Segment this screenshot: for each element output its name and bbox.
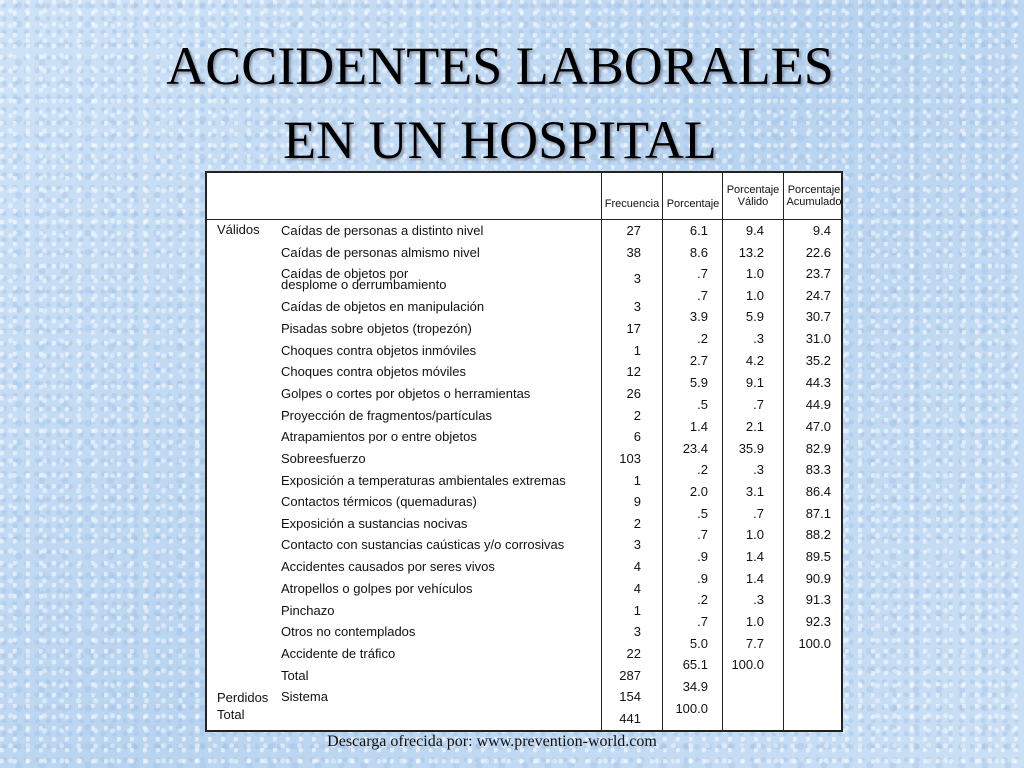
cell-porcentaje-valido: 1.0 — [745, 527, 764, 542]
cell-frecuencia: 26 — [626, 386, 641, 401]
row-label: Accidentes causados por seres vivos — [281, 559, 495, 574]
row-label: Caídas de personas a distinto nivel — [281, 223, 484, 238]
cell-porcentaje-acumulado: 44.9 — [805, 397, 831, 412]
row-label: Total — [281, 668, 309, 683]
row-label: desplome o derrumbamiento — [281, 277, 447, 292]
cell-porcentaje: 8.6 — [689, 245, 708, 260]
cell-porcentaje-valido: 4.2 — [745, 353, 764, 368]
row-label: Choques contra objetos inmóviles — [281, 343, 477, 358]
row-label: Contacto con sustancias caústicas y/o corrosivas — [281, 537, 565, 552]
row-label: Contactos térmicos (quemaduras) — [281, 494, 477, 509]
cell-porcentaje: .7 — [697, 288, 708, 303]
header-line: Acumulado — [786, 196, 842, 208]
cell-porcentaje: .9 — [697, 571, 708, 586]
row-label: Otros no contemplados — [281, 624, 416, 639]
cell-porcentaje: 34.9 — [682, 679, 708, 694]
cell-porcentaje: .9 — [697, 549, 708, 564]
cell-porcentaje-valido: .3 — [753, 592, 764, 607]
header-line: Válido — [737, 196, 769, 208]
header-line: Porcentaje — [726, 184, 780, 196]
cell-porcentaje-valido: 9.4 — [745, 223, 764, 238]
cell-porcentaje-acumulado: 90.9 — [805, 571, 831, 586]
cell-frecuencia: 27 — [626, 223, 641, 238]
cell-porcentaje-valido: 1.4 — [745, 549, 764, 564]
cell-frecuencia: 154 — [619, 689, 641, 704]
cell-frecuencia: 1 — [633, 603, 641, 618]
row-label: Sistema — [281, 689, 328, 704]
column-divider — [783, 173, 784, 730]
cell-porcentaje-acumulado: 31.0 — [805, 331, 831, 346]
row-label: Caídas de personas almismo nivel — [281, 245, 480, 260]
cell-porcentaje-acumulado: 91.3 — [805, 592, 831, 607]
cell-porcentaje-acumulado: 30.7 — [805, 309, 831, 324]
cell-frecuencia: 1 — [633, 343, 641, 358]
header-divider — [207, 219, 841, 220]
cell-frecuencia: 3 — [633, 271, 641, 286]
cell-porcentaje: 100.0 — [675, 701, 708, 716]
cell-porcentaje: 5.0 — [689, 636, 708, 651]
cell-frecuencia: 3 — [633, 299, 641, 314]
cell-frecuencia: 3 — [633, 624, 641, 639]
cell-porcentaje-valido: 1.0 — [745, 266, 764, 281]
cell-porcentaje-valido: 13.2 — [738, 245, 764, 260]
cell-porcentaje-acumulado: 23.7 — [805, 266, 831, 281]
cell-porcentaje: .5 — [697, 506, 708, 521]
cell-porcentaje: .2 — [697, 592, 708, 607]
row-label: Choques contra objetos móviles — [281, 364, 466, 379]
group-label-perdidos: Perdidos — [217, 690, 269, 705]
row-label: Accidente de tráfico — [281, 646, 396, 661]
cell-porcentaje-valido: 3.1 — [745, 484, 764, 499]
header-porcentaje-acumulado — [785, 184, 843, 208]
cell-porcentaje-acumulado: 9.4 — [812, 223, 831, 238]
cell-frecuencia: 17 — [626, 321, 641, 336]
cell-porcentaje-acumulado: 83.3 — [805, 462, 831, 477]
cell-frecuencia: 12 — [626, 364, 641, 379]
cell-frecuencia: 22 — [626, 646, 641, 661]
cell-frecuencia: 9 — [633, 494, 641, 509]
cell-porcentaje: 3.9 — [689, 309, 708, 324]
cell-frecuencia: 2 — [633, 408, 641, 423]
cell-porcentaje: .5 — [697, 397, 708, 412]
cell-porcentaje: 1.4 — [689, 419, 708, 434]
cell-porcentaje-acumulado: 100.0 — [798, 636, 831, 651]
group-label-validos: Válidos — [217, 222, 260, 237]
header-porcentaje: Porcentaje — [666, 198, 720, 210]
row-label: Sobreesfuerzo — [281, 451, 366, 466]
row-label: Proyección de fragmentos/partículas — [281, 408, 492, 423]
cell-porcentaje-acumulado: 35.2 — [805, 353, 831, 368]
row-label: Golpes o cortes por objetos o herramientas — [281, 386, 531, 401]
row-label: Atropellos o golpes por vehículos — [281, 581, 473, 596]
row-label: Exposición a temperaturas ambientales extremas — [281, 473, 566, 488]
cell-frecuencia: 2 — [633, 516, 641, 531]
frequency-table — [205, 171, 843, 732]
header-frecuencia: Frecuencia — [604, 198, 660, 210]
header-line: Porcentaje — [787, 184, 841, 196]
cell-porcentaje-valido: 1.0 — [745, 614, 764, 629]
cell-frecuencia: 6 — [633, 429, 641, 444]
cell-frecuencia: 3 — [633, 537, 641, 552]
cell-porcentaje: 2.0 — [689, 484, 708, 499]
cell-porcentaje-valido: .3 — [753, 331, 764, 346]
cell-porcentaje: 65.1 — [682, 657, 708, 672]
cell-porcentaje: .7 — [697, 614, 708, 629]
cell-porcentaje-valido: 100.0 — [731, 657, 764, 672]
cell-frecuencia: 38 — [626, 245, 641, 260]
cell-porcentaje-valido: 5.9 — [745, 309, 764, 324]
cell-porcentaje: .7 — [697, 527, 708, 542]
cell-porcentaje-valido: .7 — [753, 397, 764, 412]
cell-porcentaje-acumulado: 89.5 — [805, 549, 831, 564]
cell-porcentaje-acumulado: 86.4 — [805, 484, 831, 499]
row-label: Pinchazo — [281, 603, 335, 618]
cell-porcentaje-valido: 9.1 — [745, 375, 764, 390]
cell-porcentaje-valido: 7.7 — [745, 636, 764, 651]
cell-porcentaje-acumulado: 82.9 — [805, 441, 831, 456]
cell-frecuencia: 287 — [619, 668, 641, 683]
cell-porcentaje: .2 — [697, 331, 708, 346]
column-divider — [601, 173, 602, 730]
cell-porcentaje-valido: 2.1 — [745, 419, 764, 434]
column-divider — [662, 173, 663, 730]
cell-porcentaje-acumulado: 92.3 — [805, 614, 831, 629]
row-label: Caídas de objetos en manipulación — [281, 299, 485, 314]
cell-frecuencia: 4 — [633, 581, 641, 596]
cell-porcentaje: .7 — [697, 266, 708, 281]
slide-title-line-1: ACCIDENTES LABORALES — [166, 36, 834, 96]
cell-porcentaje: 23.4 — [682, 441, 708, 456]
cell-porcentaje-valido: 1.0 — [745, 288, 764, 303]
row-label: Exposición a sustancias nocivas — [281, 516, 468, 531]
cell-porcentaje: 6.1 — [689, 223, 708, 238]
cell-porcentaje: 2.7 — [689, 353, 708, 368]
group-label-total: Total — [217, 707, 245, 722]
cell-frecuencia: 4 — [633, 559, 641, 574]
cell-frecuencia: 103 — [619, 451, 641, 466]
cell-porcentaje-valido: .3 — [753, 462, 764, 477]
column-divider — [722, 173, 723, 730]
cell-frecuencia: 1 — [633, 473, 641, 488]
cell-porcentaje-acumulado: 22.6 — [805, 245, 831, 260]
slide-title-line-2: EN UN HOSPITAL — [283, 110, 717, 170]
cell-porcentaje-valido: 35.9 — [738, 441, 764, 456]
header-porcentaje-valido — [724, 184, 782, 208]
download-credit: Descarga ofrecida por: www.prevention-world.com — [327, 733, 657, 750]
row-label: Caídas de objetos por — [281, 266, 409, 281]
row-label: Pisadas sobre objetos (tropezón) — [281, 321, 472, 336]
cell-porcentaje-valido: .7 — [753, 506, 764, 521]
cell-frecuencia: 441 — [619, 711, 641, 726]
cell-porcentaje: 5.9 — [689, 375, 708, 390]
row-label: Atrapamientos por o entre objetos — [281, 429, 477, 444]
cell-porcentaje-valido: 1.4 — [745, 571, 764, 586]
cell-porcentaje-acumulado: 88.2 — [805, 527, 831, 542]
cell-porcentaje: .2 — [697, 462, 708, 477]
cell-porcentaje-acumulado: 87.1 — [805, 506, 831, 521]
cell-porcentaje-acumulado: 44.3 — [805, 375, 831, 390]
cell-porcentaje-acumulado: 47.0 — [805, 419, 831, 434]
cell-porcentaje-acumulado: 24.7 — [805, 288, 831, 303]
